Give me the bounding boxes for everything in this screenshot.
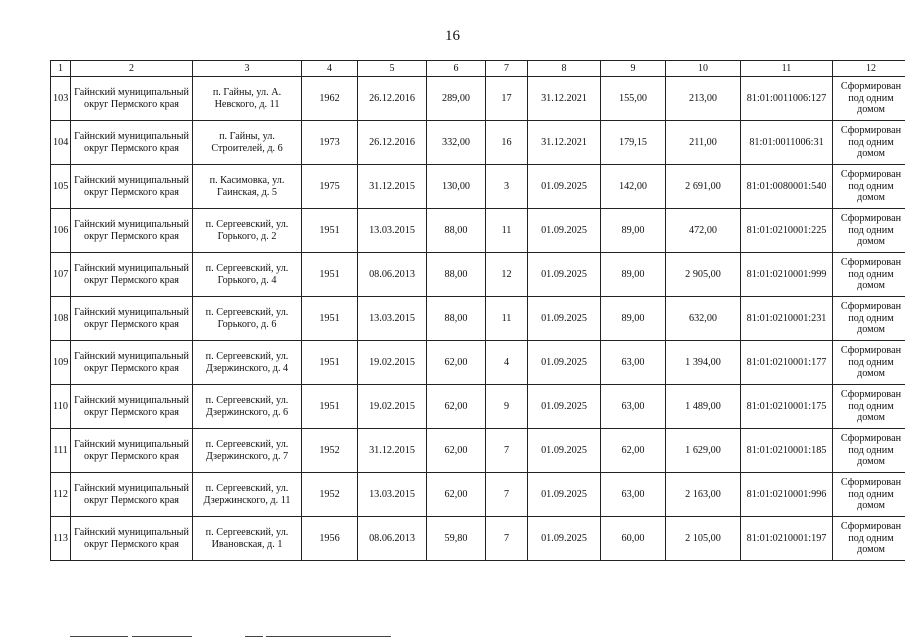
column-header: 4	[302, 61, 358, 77]
table-cell: п. Гайны, ул. А. Невского, д. 11	[193, 77, 302, 121]
table-cell: п. Сергеевский, ул. Горького, д. 4	[193, 253, 302, 297]
table-cell: 01.09.2025	[528, 429, 601, 473]
column-header: 6	[427, 61, 486, 77]
table-cell: 1952	[302, 429, 358, 473]
column-header: 2	[71, 61, 193, 77]
table-cell: 104	[51, 121, 71, 165]
table-cell: 4	[486, 341, 528, 385]
table-cell: 01.09.2025	[528, 209, 601, 253]
table-cell: 01.09.2025	[528, 473, 601, 517]
table-cell: 155,00	[601, 77, 666, 121]
table-cell: 2 691,00	[666, 165, 741, 209]
table-cell: 1956	[302, 517, 358, 561]
table-cell: 63,00	[601, 473, 666, 517]
table-cell: Гайнский муниципальный округ Пермского края	[71, 297, 193, 341]
table-cell: 1975	[302, 165, 358, 209]
table-cell: 26.12.2016	[358, 77, 427, 121]
table-cell: 81:01:0210001:175	[741, 385, 833, 429]
table-cell: 62,00	[601, 429, 666, 473]
table-cell: 472,00	[666, 209, 741, 253]
table-cell: Сформирован под одним домом	[833, 121, 905, 165]
table-cell: 1 489,00	[666, 385, 741, 429]
header-row	[51, 61, 905, 77]
table-cell: Сформирован под одним домом	[833, 473, 905, 517]
table-row	[51, 429, 905, 473]
table-cell: 62,00	[427, 341, 486, 385]
table-cell: 112	[51, 473, 71, 517]
table-cell: 01.09.2025	[528, 253, 601, 297]
table-cell: 88,00	[427, 209, 486, 253]
table-cell: 332,00	[427, 121, 486, 165]
table-cell: 1951	[302, 341, 358, 385]
table-cell: Гайнский муниципальный округ Пермского края	[71, 341, 193, 385]
table-row	[51, 473, 905, 517]
table-body	[51, 77, 905, 561]
footer-rule	[70, 636, 400, 638]
table-cell: п. Касимовка, ул. Гаинская, д. 5	[193, 165, 302, 209]
table-cell: 08.06.2013	[358, 517, 427, 561]
table-row	[51, 297, 905, 341]
table-cell: п. Сергеевский, ул. Дзержинского, д. 6	[193, 385, 302, 429]
table-cell: 81:01:0210001:999	[741, 253, 833, 297]
table-cell: 1 629,00	[666, 429, 741, 473]
table-row	[51, 165, 905, 209]
table-cell: 08.06.2013	[358, 253, 427, 297]
table-cell: 62,00	[427, 385, 486, 429]
table-cell: 81:01:0210001:177	[741, 341, 833, 385]
table-cell: 7	[486, 429, 528, 473]
table-cell: 01.09.2025	[528, 385, 601, 429]
table-row	[51, 341, 905, 385]
table-cell: 3	[486, 165, 528, 209]
table-cell: 11	[486, 209, 528, 253]
table-cell: 289,00	[427, 77, 486, 121]
table-cell: 60,00	[601, 517, 666, 561]
table-cell: 31.12.2021	[528, 77, 601, 121]
table-cell: Сформирован под одним домом	[833, 341, 905, 385]
table-cell: Гайнский муниципальный округ Пермского края	[71, 517, 193, 561]
table-cell: 2 905,00	[666, 253, 741, 297]
column-header: 1	[51, 61, 71, 77]
table-row	[51, 121, 905, 165]
table-cell: 111	[51, 429, 71, 473]
table-cell: 632,00	[666, 297, 741, 341]
table-cell: 63,00	[601, 385, 666, 429]
table-cell: п. Сергеевский, ул. Дзержинского, д. 7	[193, 429, 302, 473]
table-cell: 7	[486, 473, 528, 517]
register-table	[50, 60, 905, 561]
table-cell: 19.02.2015	[358, 385, 427, 429]
table-cell: Гайнский муниципальный округ Пермского края	[71, 429, 193, 473]
table-cell: 12	[486, 253, 528, 297]
column-header: 3	[193, 61, 302, 77]
table-cell: Гайнский муниципальный округ Пермского края	[71, 165, 193, 209]
table-cell: 109	[51, 341, 71, 385]
table-cell: 01.09.2025	[528, 297, 601, 341]
table-cell: 31.12.2015	[358, 429, 427, 473]
table-cell: 108	[51, 297, 71, 341]
table-cell: 81:01:0210001:185	[741, 429, 833, 473]
table-cell: 89,00	[601, 253, 666, 297]
table-cell: 110	[51, 385, 71, 429]
column-header: 7	[486, 61, 528, 77]
table-row	[51, 209, 905, 253]
table-cell: 211,00	[666, 121, 741, 165]
table-cell: 1951	[302, 297, 358, 341]
table-cell: 81:01:0210001:225	[741, 209, 833, 253]
table-cell: Гайнский муниципальный округ Пермского края	[71, 121, 193, 165]
table-cell: Гайнский муниципальный округ Пермского края	[71, 385, 193, 429]
table-cell: 142,00	[601, 165, 666, 209]
page-number: 16	[445, 28, 460, 44]
table-cell: Сформирован под одним домом	[833, 385, 905, 429]
table-cell: 1 394,00	[666, 341, 741, 385]
table-cell: 81:01:0011006:127	[741, 77, 833, 121]
table-cell: Гайнский муниципальный округ Пермского края	[71, 473, 193, 517]
table-row	[51, 77, 905, 121]
table-cell: 179,15	[601, 121, 666, 165]
table-cell: 59,80	[427, 517, 486, 561]
table-cell: 107	[51, 253, 71, 297]
table-cell: Сформирован под одним домом	[833, 429, 905, 473]
table-cell: 13.03.2015	[358, 297, 427, 341]
table-cell: 106	[51, 209, 71, 253]
table-cell: 89,00	[601, 209, 666, 253]
table-cell: Сформирован под одним домом	[833, 165, 905, 209]
table-cell: 1951	[302, 253, 358, 297]
table-cell: 13.03.2015	[358, 209, 427, 253]
table-cell: п. Сергеевский, ул. Дзержинского, д. 4	[193, 341, 302, 385]
table-cell: Гайнский муниципальный округ Пермского края	[71, 253, 193, 297]
table-cell: 2 163,00	[666, 473, 741, 517]
table-cell: 2 105,00	[666, 517, 741, 561]
table-cell: 63,00	[601, 341, 666, 385]
table-cell: 103	[51, 77, 71, 121]
table-cell: 88,00	[427, 297, 486, 341]
table-row	[51, 517, 905, 561]
table-cell: 62,00	[427, 473, 486, 517]
table-cell: Сформирован под одним домом	[833, 253, 905, 297]
table-cell: п. Сергеевский, ул. Дзержинского, д. 11	[193, 473, 302, 517]
table-cell: 81:01:0080001:540	[741, 165, 833, 209]
table-cell: Сформирован под одним домом	[833, 77, 905, 121]
table-cell: 01.09.2025	[528, 517, 601, 561]
table-cell: 113	[51, 517, 71, 561]
table-cell: 01.09.2025	[528, 165, 601, 209]
column-header: 10	[666, 61, 741, 77]
column-header: 9	[601, 61, 666, 77]
table-cell: 81:01:0210001:996	[741, 473, 833, 517]
table-cell: 81:01:0210001:231	[741, 297, 833, 341]
column-header: 11	[741, 61, 833, 77]
column-header: 12	[833, 61, 905, 77]
table-cell: 81:01:0210001:197	[741, 517, 833, 561]
table-cell: п. Сергеевский, ул. Горького, д. 6	[193, 297, 302, 341]
table-cell: п. Сергеевский, ул. Горького, д. 2	[193, 209, 302, 253]
table-cell: 1973	[302, 121, 358, 165]
table-cell: 13.03.2015	[358, 473, 427, 517]
table-cell: 26.12.2016	[358, 121, 427, 165]
table-cell: 16	[486, 121, 528, 165]
table-cell: Гайнский муниципальный округ Пермского края	[71, 209, 193, 253]
table-cell: Гайнский муниципальный округ Пермского края	[71, 77, 193, 121]
table-cell: 01.09.2025	[528, 341, 601, 385]
table-cell: 105	[51, 165, 71, 209]
table-cell: 1951	[302, 385, 358, 429]
table-cell: 130,00	[427, 165, 486, 209]
table-cell: 17	[486, 77, 528, 121]
table-cell: Сформирован под одним домом	[833, 209, 905, 253]
table-cell: п. Гайны, ул. Строителей, д. 6	[193, 121, 302, 165]
table-cell: 89,00	[601, 297, 666, 341]
table-cell: 213,00	[666, 77, 741, 121]
column-header: 8	[528, 61, 601, 77]
table-cell: 1962	[302, 77, 358, 121]
table-cell: 31.12.2015	[358, 165, 427, 209]
column-header: 5	[358, 61, 427, 77]
table-cell: Сформирован под одним домом	[833, 297, 905, 341]
table-row	[51, 253, 905, 297]
table-cell: п. Сергеевский, ул. Ивановская, д. 1	[193, 517, 302, 561]
table-cell: 1951	[302, 209, 358, 253]
table-cell: 1952	[302, 473, 358, 517]
table-cell: 9	[486, 385, 528, 429]
table-cell: Сформирован под одним домом	[833, 517, 905, 561]
table-cell: 19.02.2015	[358, 341, 427, 385]
table-cell: 7	[486, 517, 528, 561]
table-cell: 88,00	[427, 253, 486, 297]
table-cell: 31.12.2021	[528, 121, 601, 165]
table-row	[51, 385, 905, 429]
table-cell: 81:01:0011006:31	[741, 121, 833, 165]
table-cell: 11	[486, 297, 528, 341]
table-cell: 62,00	[427, 429, 486, 473]
